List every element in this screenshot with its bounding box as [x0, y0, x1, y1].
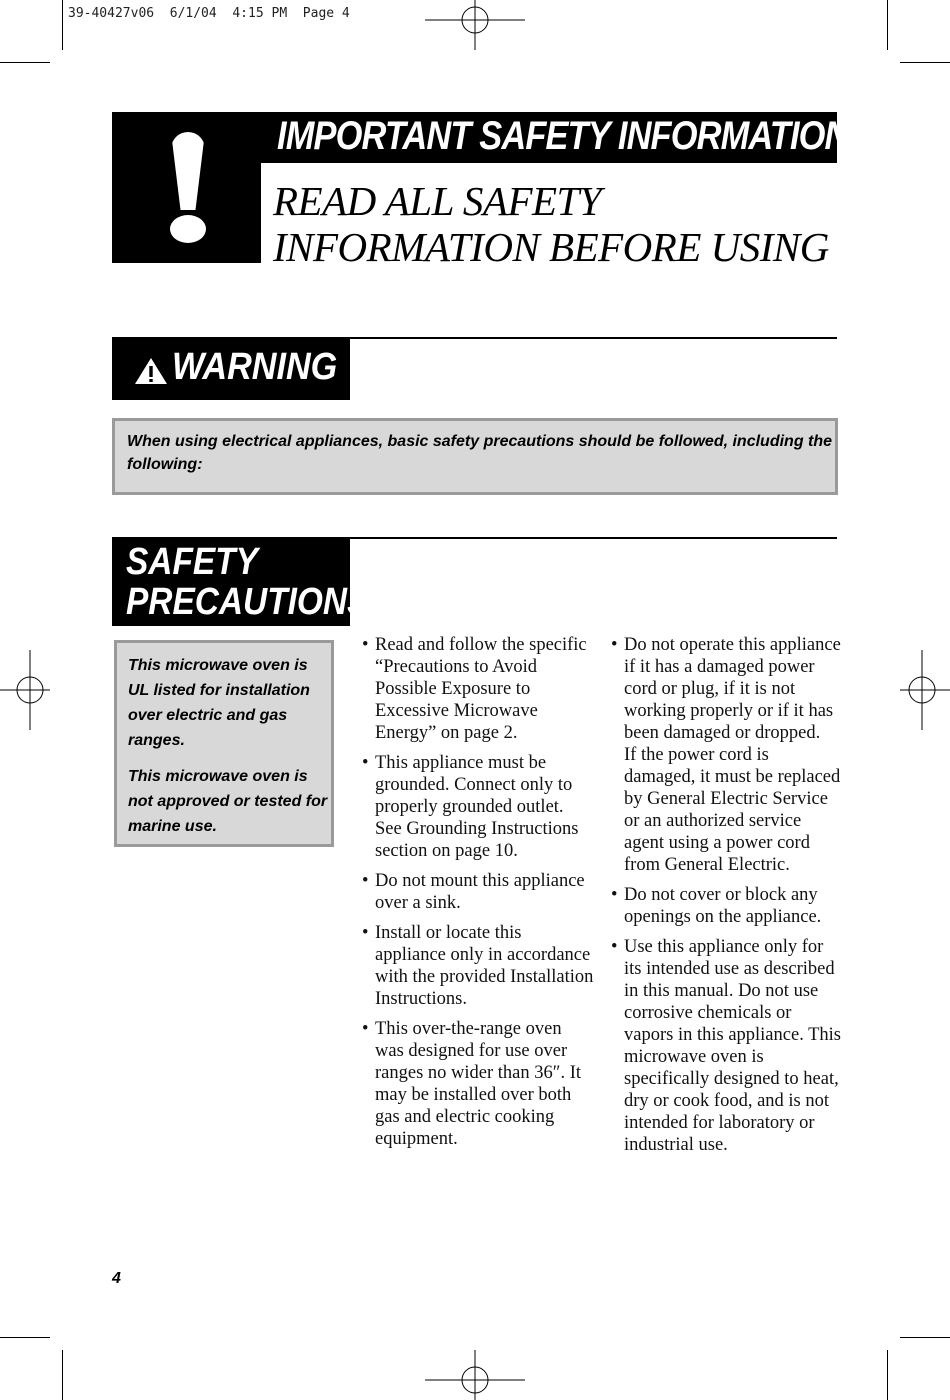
page-title: IMPORTANT SAFETY INFORMATION [277, 114, 849, 158]
title-banner [261, 112, 849, 163]
list-item: • Install or locate this appliance only in accordance with the provided Installation Instructions. [362, 922, 594, 1010]
crop-mark [62, 1350, 63, 1400]
precautions-column-1 [362, 634, 594, 1158]
page-subtitle [273, 178, 873, 270]
print-slug: 39-40427v06 6/1/04 4:15 PM Page 4 [68, 6, 350, 21]
crop-mark [887, 0, 888, 50]
registration-mark-left [0, 650, 50, 730]
list-item: • Use this appliance only for its intended use as described in this manual. Do not use corrosive chemicals or vapors in this appliance. This microwave oven is specifically designed to heat, dry or cook food, and is not intended for laboratory or industrial use. [611, 936, 843, 1156]
crop-mark [62, 0, 63, 50]
registration-mark-top [425, 0, 525, 50]
safety-precautions-label: SAFETY PRECAUTIONS [126, 541, 370, 623]
crop-mark [900, 1337, 950, 1338]
installation-note-1: This microwave oven is UL listed for installation over electric and gas ranges. [128, 657, 310, 749]
subtitle-line-2: INFORMATION BEFORE USING [273, 224, 829, 270]
registration-mark-bottom [425, 1350, 525, 1400]
list-item-continuation: If the power cord is damaged, it must be replaced by General Electric Service or an authorized service agent using a power cord from General Electric. [624, 745, 841, 875]
list-item: • Do not cover or block any openings on the appliance. [611, 884, 843, 928]
list-item: • This over-the-range oven was designed for use over ranges no wider than 36″. It may be installed over both gas and electric cooking equipment. [362, 1018, 594, 1150]
exclamation-icon [112, 112, 261, 263]
warning-triangle-icon [134, 357, 168, 385]
crop-mark [887, 1350, 888, 1400]
crop-mark [0, 62, 50, 63]
crop-mark [0, 1337, 50, 1338]
registration-mark-right [900, 650, 950, 730]
safety-precautions-banner [112, 538, 370, 626]
installation-note-box [114, 640, 334, 847]
warning-note-text: When using electrical appliances, basic safety precautions should be followed, including the following: [127, 433, 833, 473]
list-item: • Do not mount this appliance over a sink. [362, 870, 594, 914]
precautions-column-2 [611, 634, 843, 1164]
list-item: • Read and follow the specific “Precautions to Avoid Possible Exposure to Excessive Microwave Energy” on page 2. [362, 634, 594, 744]
warning-label: WARNING [172, 346, 338, 388]
list-item [611, 634, 843, 744]
page-number: 4 [112, 1270, 121, 1287]
list-item-text: • Do not operate this appliance if it has a damaged power cord or plug, if it is not working properly or if it has been damaged or dropped. [624, 635, 841, 743]
warning-note-box [112, 418, 838, 495]
warning-banner [112, 338, 350, 400]
subtitle-line-1: READ ALL SAFETY [273, 178, 602, 224]
list-item: • This appliance must be grounded. Connect only to properly grounded outlet. See Grounding Instructions section on page 10. [362, 752, 594, 862]
installation-note-2: This microwave oven is not approved or tested for marine use. [128, 768, 328, 835]
crop-mark [900, 62, 950, 63]
